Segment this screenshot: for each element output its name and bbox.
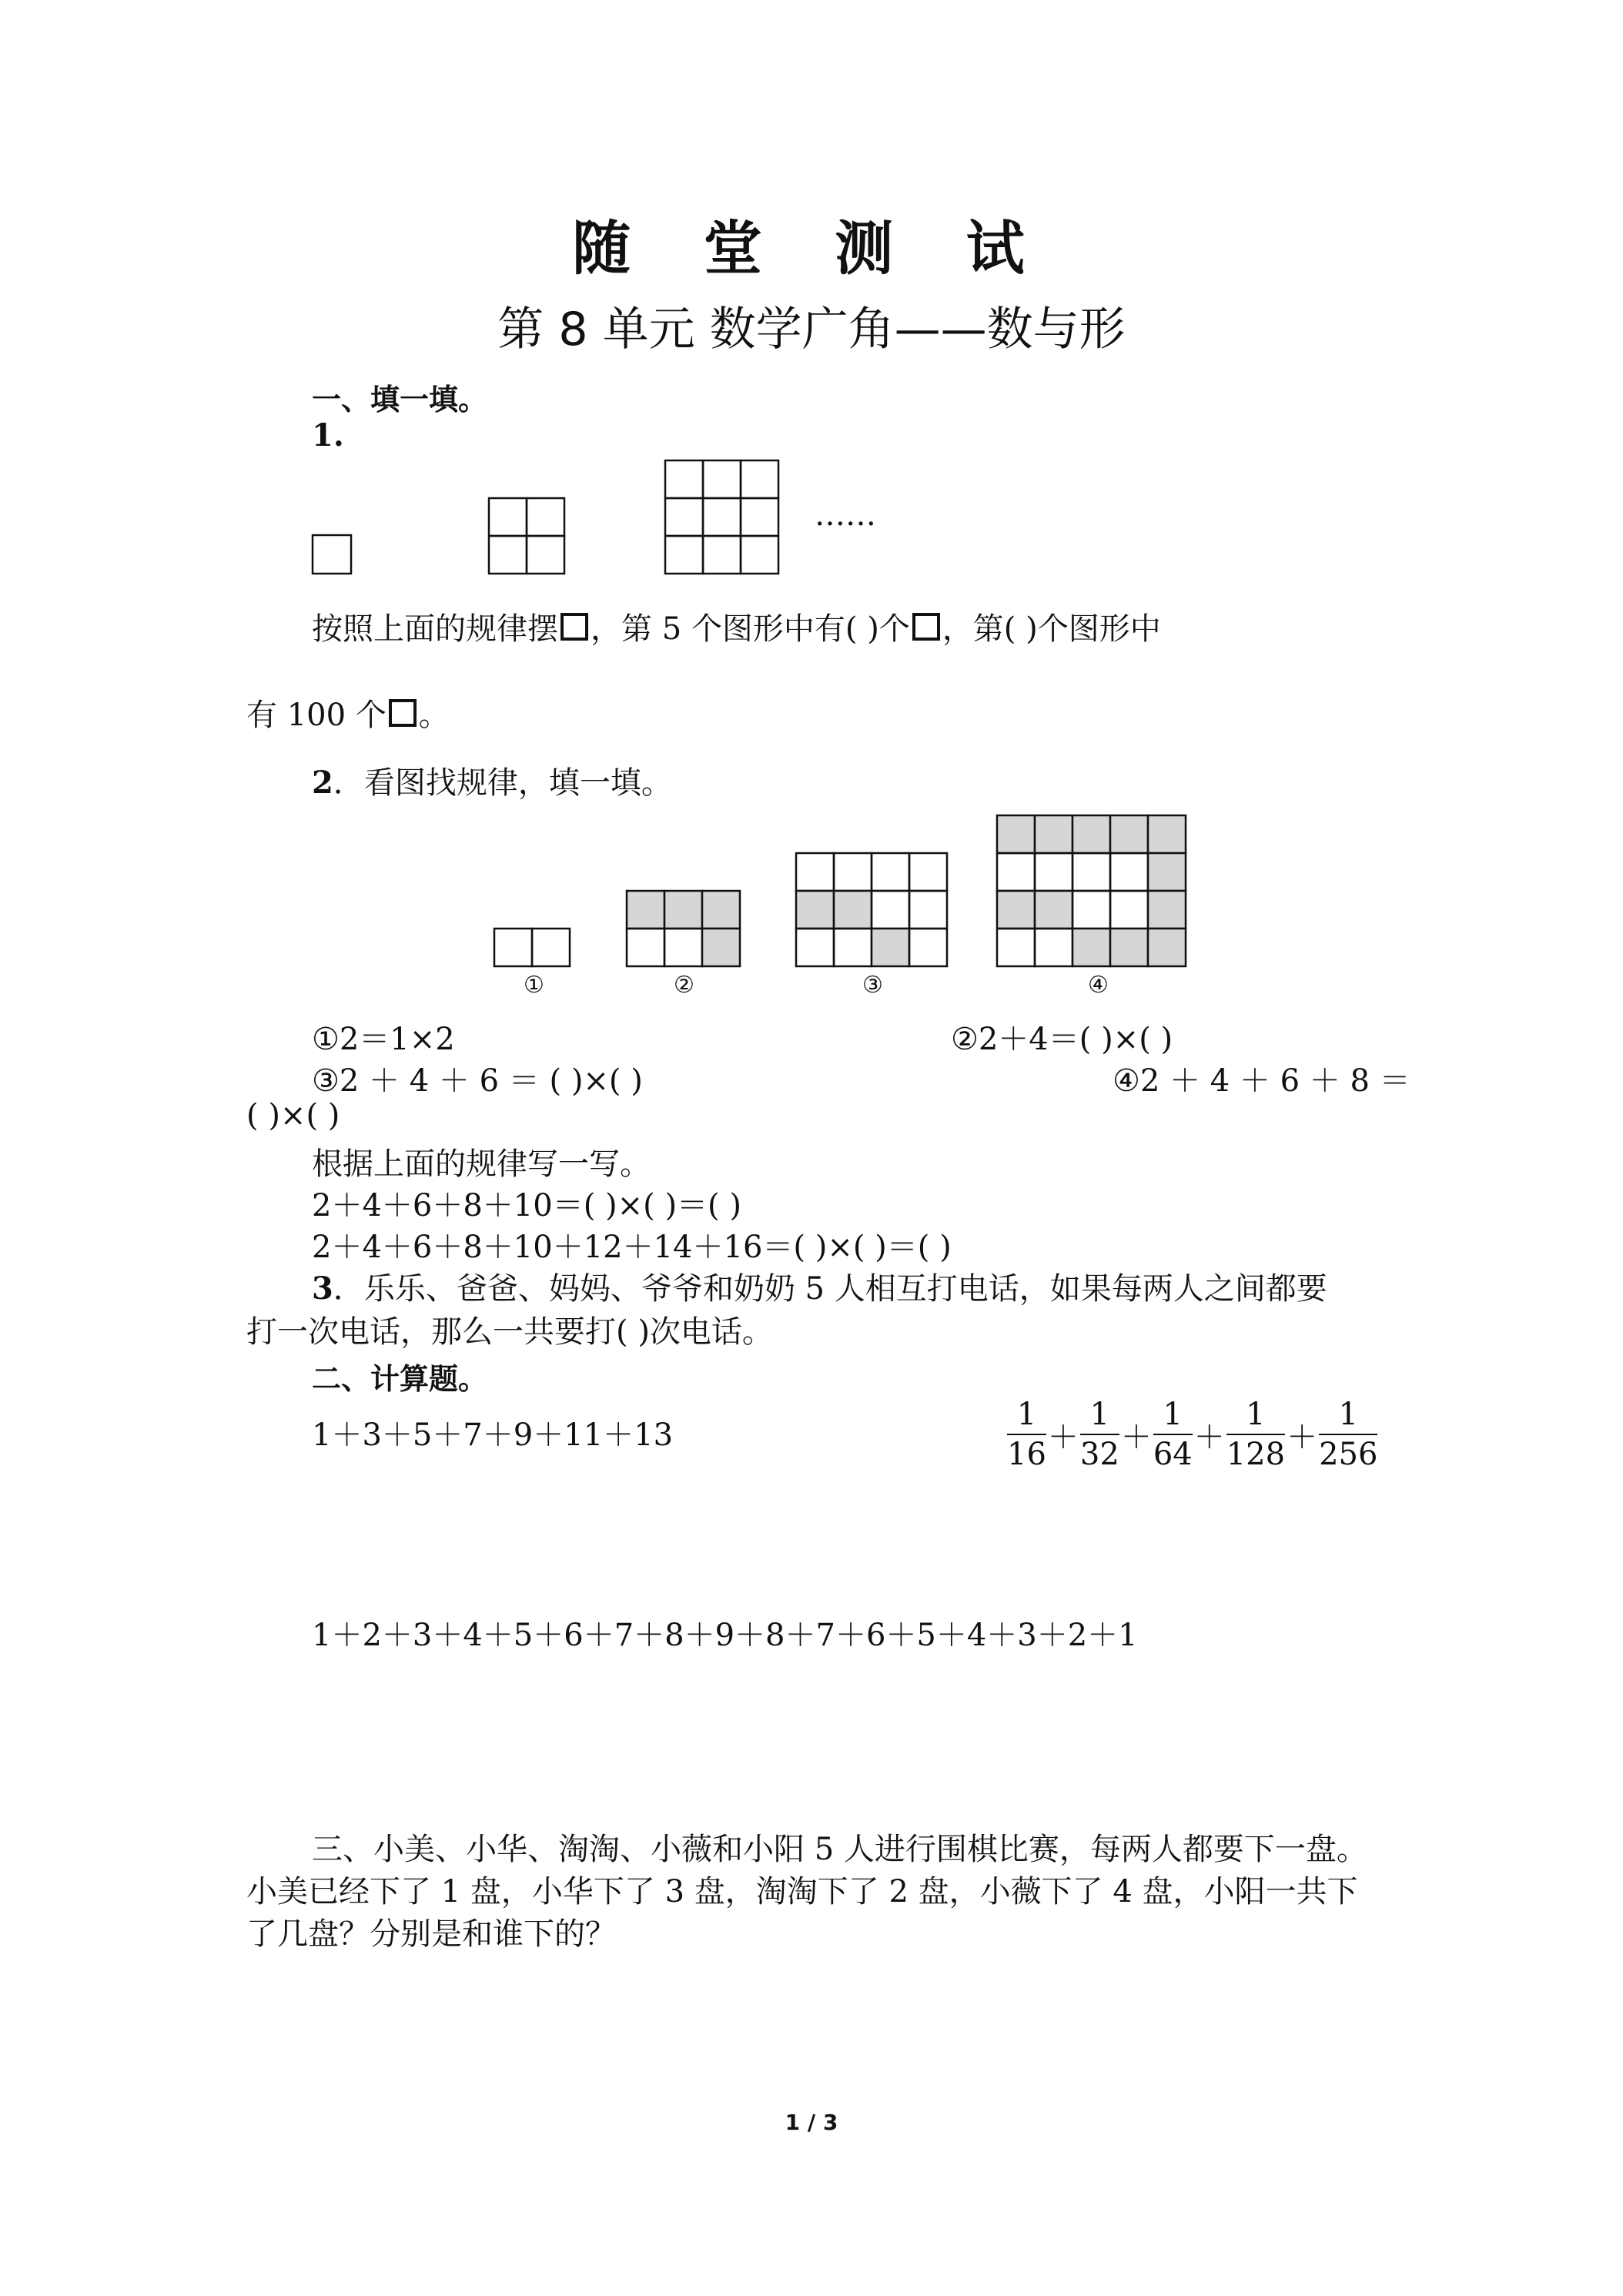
- shaded-square: [1073, 929, 1110, 966]
- square-symbol-icon: [912, 613, 940, 641]
- shaded-square: [834, 891, 872, 929]
- unit-square: [909, 929, 947, 966]
- shaded-square: [796, 891, 834, 929]
- unit-square: [665, 460, 703, 498]
- question-number-2: 2: [312, 765, 333, 801]
- grid-figure-2: [627, 891, 740, 966]
- unit-square: [909, 853, 947, 891]
- equation-2: ②2＋4＝( )×( ): [951, 1022, 1173, 1057]
- shaded-square: [627, 891, 664, 929]
- pattern-figure-1: [313, 535, 351, 574]
- grid-label-3: ③: [862, 972, 883, 999]
- unit-square: [909, 891, 947, 929]
- unit-square: [1035, 929, 1073, 966]
- shaded-square: [997, 891, 1035, 929]
- fraction-denominator: 16: [1007, 1437, 1046, 1472]
- fraction: [1007, 1395, 1046, 1474]
- unit-square: [703, 460, 741, 498]
- q1-text-d: 有 100 个: [246, 698, 387, 733]
- q1-text-b: ，第 5 个图形中有( )个: [591, 611, 910, 647]
- shaded-square: [702, 929, 740, 966]
- unit-square: [741, 460, 778, 498]
- square-symbol-icon: [561, 613, 588, 641]
- section-heading-fill: 一、填一填。: [312, 383, 488, 417]
- unit-square: [834, 929, 872, 966]
- shaded-square: [872, 929, 909, 966]
- fraction: [1080, 1395, 1119, 1474]
- equation-4-continued: ( )×( ): [246, 1098, 340, 1133]
- q1-text-e: 。: [418, 698, 450, 733]
- shaded-square: [1148, 853, 1186, 891]
- q1-text-a: 按照上面的规律摆: [312, 611, 558, 647]
- shaded-square: [1148, 815, 1186, 853]
- grid-label-2: ②: [674, 972, 694, 999]
- shaded-square: [1073, 815, 1110, 853]
- q3-line1: [312, 1264, 1327, 1308]
- unit-square: [703, 498, 741, 536]
- fraction-denominator: 64: [1153, 1437, 1193, 1472]
- grid-label-1: ①: [524, 972, 544, 999]
- unit-square: [872, 891, 909, 929]
- grid-figure-3: [796, 853, 947, 966]
- part3-line1: 三、小美、小华、淘淘、小薇和小阳 5 人进行围棋比赛，每两人都要下一盘。: [312, 1832, 1367, 1867]
- fraction-denominator: 32: [1079, 1437, 1119, 1472]
- q1-text-line1: [312, 604, 1161, 648]
- equation-3: ③2 ＋ 4 ＋ 6 ＝ ( )×( ): [312, 1063, 643, 1099]
- section-heading-calc: 二、计算题。: [312, 1362, 488, 1396]
- fraction: [1226, 1395, 1285, 1474]
- shaded-square: [1110, 929, 1148, 966]
- page-title: 随 堂 测 试: [572, 214, 1051, 283]
- grid-label-4: ④: [1088, 972, 1109, 999]
- question-number-1: 1.: [312, 417, 344, 454]
- shaded-square: [702, 891, 740, 929]
- part3-line3: 了几盘？分别是和谁下的？: [246, 1916, 616, 1952]
- unit-square: [494, 929, 532, 966]
- unit-square: [665, 498, 703, 536]
- continuation-dots: ……: [815, 497, 876, 533]
- fraction: [1153, 1395, 1193, 1474]
- part3-line2: 小美已经下了 1 盘，小华下了 3 盘，淘淘下了 2 盘，小薇下了 4 盘，小阳一共下: [246, 1874, 1358, 1909]
- q2-prompt-text: ．看图找规律，填一填。: [333, 765, 672, 801]
- square-pattern-figures: [310, 454, 895, 585]
- shaded-square: [1035, 815, 1073, 853]
- q1-text-c: ，第( )个图形中: [942, 611, 1161, 647]
- unit-square: [1035, 853, 1073, 891]
- q3-line2: 打一次电话，那么一共要打( )次电话。: [246, 1314, 773, 1350]
- page-subtitle: 第 8 单元 数学广角——数与形: [497, 303, 1126, 356]
- fraction-denominator: 128: [1226, 1437, 1286, 1472]
- question-number-3: 3: [312, 1270, 333, 1307]
- plus-sign: ＋: [1287, 1419, 1318, 1455]
- unit-square: [796, 853, 834, 891]
- fraction-numerator: 1: [1153, 1395, 1193, 1435]
- shaded-square: [1148, 929, 1186, 966]
- unit-square: [627, 929, 664, 966]
- unit-square: [741, 498, 778, 536]
- shaded-square: [1035, 891, 1073, 929]
- unit-square: [741, 536, 778, 574]
- square-symbol-icon: [389, 699, 417, 727]
- q2-prompt: [312, 758, 672, 802]
- unit-square: [532, 929, 570, 966]
- grid-figure-4: [997, 815, 1186, 966]
- fraction-numerator: 1: [1226, 1395, 1285, 1435]
- write-line-2: 2＋4＋6＋8＋10＋12＋14＋16＝( )×( )＝( ): [312, 1230, 952, 1265]
- fraction-denominator: 256: [1319, 1437, 1378, 1472]
- unit-square: [997, 853, 1035, 891]
- fraction-sum-expression: [1007, 1395, 1377, 1474]
- unit-square: [665, 536, 703, 574]
- grid-figure-1: [494, 929, 570, 966]
- shaded-grid-figures: [493, 801, 1209, 1001]
- unit-square: [703, 536, 741, 574]
- fraction: [1319, 1395, 1377, 1474]
- unit-square: [796, 929, 834, 966]
- unit-square: [1073, 891, 1110, 929]
- calc-expression-1: 1＋3＋5＋7＋9＋11＋13: [312, 1417, 674, 1453]
- shaded-square: [1148, 891, 1186, 929]
- fraction-numerator: 1: [1007, 1395, 1046, 1435]
- shaded-square: [1110, 815, 1148, 853]
- unit-square: [834, 853, 872, 891]
- calc-expression-2: 1＋2＋3＋4＋5＋6＋7＋8＋9＋8＋7＋6＋5＋4＋3＋2＋1: [312, 1618, 1138, 1653]
- write-line-1: 2＋4＋6＋8＋10＝( )×( )＝( ): [312, 1188, 741, 1223]
- unit-square: [872, 853, 909, 891]
- pattern-figure-3: [665, 460, 778, 574]
- page-number: 1 / 3: [785, 2110, 838, 2135]
- unit-square: [997, 929, 1035, 966]
- q1-text-line2: [246, 691, 450, 735]
- unit-square: [1110, 853, 1148, 891]
- equation-1: ①2＝1×2: [312, 1022, 455, 1057]
- plus-sign: ＋: [1193, 1419, 1225, 1455]
- fraction-numerator: 1: [1080, 1395, 1119, 1435]
- fraction-numerator: 1: [1319, 1395, 1377, 1435]
- equation-4: ④2 ＋ 4 ＋ 6 ＋ 8 ＝: [1113, 1063, 1411, 1099]
- shaded-square: [997, 815, 1035, 853]
- unit-square: [1073, 853, 1110, 891]
- q2-instruction: 根据上面的规律写一写。: [312, 1146, 651, 1182]
- unit-square: [1110, 891, 1148, 929]
- unit-square: [664, 929, 702, 966]
- q3-line1-text: ．乐乐、爸爸、妈妈、爷爷和奶奶 5 人相互打电话，如果每两人之间都要: [333, 1271, 1327, 1307]
- pattern-figure-2: [489, 498, 564, 574]
- plus-sign: ＋: [1120, 1419, 1152, 1455]
- plus-sign: ＋: [1047, 1419, 1079, 1455]
- shaded-square: [664, 891, 702, 929]
